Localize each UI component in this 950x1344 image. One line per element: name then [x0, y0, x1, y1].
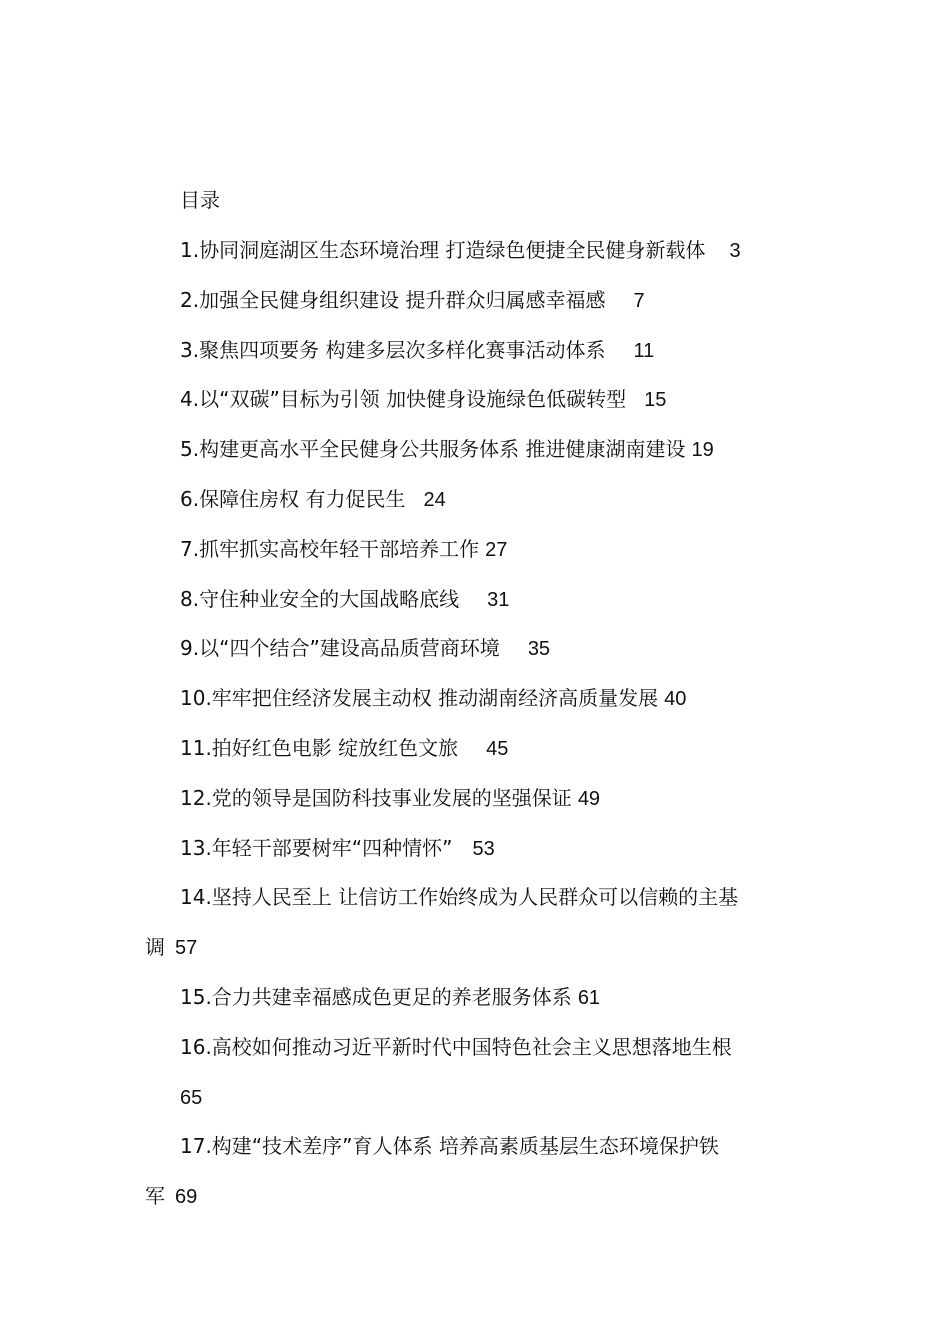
toc-title: 目录 — [180, 188, 220, 212]
toc-entry[interactable] — [145, 784, 810, 834]
toc-entry-page: 35 — [527, 638, 551, 661]
toc-entry-text: 3.聚焦四项要务 构建多层次多样化赛事活动体系 — [180, 337, 606, 362]
toc-entry-text: 4.以“双碳”目标为引领 加快健身设施绿色低碳转型 — [180, 387, 627, 412]
toc-entry[interactable] — [145, 1132, 810, 1182]
toc-entry[interactable] — [145, 634, 810, 684]
toc-entry[interactable] — [145, 684, 810, 734]
toc-entry-text: 8.守住种业安全的大国战略底线 — [180, 586, 460, 611]
toc-entry[interactable] — [145, 485, 810, 535]
toc-entry-text: 5.构建更高水平全民健身公共服务体系 推进健康湖南建设 — [180, 437, 686, 462]
toc-entry-text: 1.协同洞庭湖区生态环境治理 打造绿色便捷全民健身新载体 — [180, 238, 706, 262]
toc-entry-page: 65 — [180, 1086, 203, 1109]
toc-entry-text: 7.抓牢抓实高校年轻干部培养工作 — [180, 536, 480, 561]
toc-entry-text: 14.坚持人民至上 让信访工作始终成为人民群众可以信赖的主基 — [180, 885, 739, 910]
toc-entry-text: 16.高校如何推动习近平新时代中国特色社会主义思想落地生根 — [180, 1034, 732, 1059]
toc-entry-page: 49 — [577, 787, 601, 810]
toc-entry[interactable] — [145, 883, 810, 933]
toc-entry[interactable] — [145, 585, 810, 635]
toc-entry-text: 12.党的领导是国防科技事业发展的坚强保证 — [180, 785, 572, 810]
toc-entry-text: 17.构建“技术差序”育人体系 培养高素质基层生态环境保护铁 — [180, 1134, 719, 1159]
toc-entry[interactable] — [145, 834, 810, 884]
toc-entry-text: 2.加强全民健身组织建设 提升群众归属感幸福感 — [180, 287, 606, 312]
toc-entry-page: 31 — [487, 588, 510, 611]
toc-entry-text: 6.保障住房权 有力促民生 — [180, 486, 406, 511]
toc-entry[interactable] — [145, 535, 810, 585]
toc-entry[interactable] — [145, 286, 810, 336]
toc-entry-text: 13.年轻干部要树牢“四种情怀” — [180, 835, 453, 860]
toc-entry[interactable] — [145, 385, 810, 435]
toc-entry[interactable] — [145, 435, 810, 485]
toc-entry-page: 3 — [729, 240, 741, 262]
toc-entry-text: 9.以“四个结合”建设高品质营商环境 — [180, 636, 500, 661]
toc-entry-page: 45 — [486, 737, 509, 760]
toc-entry-page: 69 — [175, 1186, 198, 1209]
toc-entry-page: 53 — [472, 837, 495, 860]
toc-entry-text: 15.合力共建幸福感成色更足的养老服务体系 — [180, 984, 572, 1009]
toc-entry-continuation[interactable] — [145, 933, 810, 983]
toc-entry[interactable] — [145, 336, 810, 386]
toc-entry[interactable] — [145, 734, 810, 784]
toc-entry-text: 11.拍好红色电影 绽放红色文旅 — [180, 735, 459, 760]
toc-entry[interactable] — [145, 983, 810, 1033]
toc-entry-page: 27 — [485, 538, 508, 561]
toc-entry-text-cont: 军 — [145, 1184, 165, 1209]
toc-entry-page: 11 — [633, 339, 655, 362]
toc-entry-page: 7 — [633, 289, 645, 312]
toc-entry-page: 19 — [691, 439, 714, 462]
toc-entry-page: 15 — [644, 389, 667, 412]
toc-entry-page: 61 — [577, 986, 601, 1009]
toc-entry[interactable] — [145, 236, 810, 286]
toc-entry[interactable] — [145, 1033, 810, 1083]
toc-list — [145, 236, 810, 1232]
toc-entry-continuation[interactable] — [145, 1083, 810, 1133]
toc-entry-page: 57 — [175, 937, 198, 960]
toc-entry-page: 40 — [664, 688, 687, 711]
toc-entry-continuation[interactable] — [145, 1182, 810, 1232]
toc-entry-text-cont: 调 — [145, 935, 165, 960]
toc-entry-text: 10.牢牢把住经济发展主动权 推动湖南经济高质量发展 — [180, 686, 659, 711]
toc-entry-page: 24 — [423, 488, 446, 511]
